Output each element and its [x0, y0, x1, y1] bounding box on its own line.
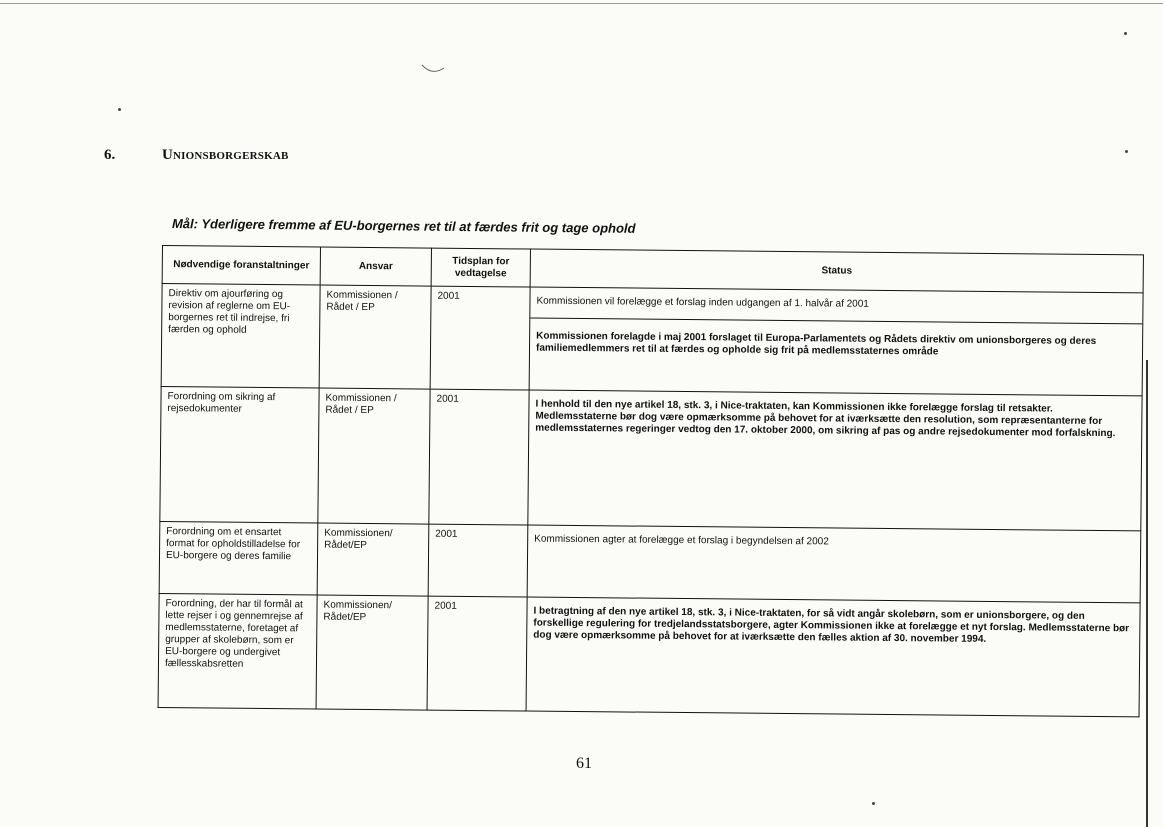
table-row [161, 284, 1143, 397]
section-title: Unionsborgerskab [162, 147, 289, 163]
status-cell [527, 525, 1141, 603]
page-number: 61 [576, 755, 592, 772]
scan-right-edge-line [1146, 360, 1148, 827]
status-cell [528, 390, 1142, 530]
measure-cell: Forordning, der har til formål at lette rejser i og gennemrejse af medlemsstaterne, foretaget af grupper af skolebørn, som er EU-borgere og undergivet fællesskabsretten [158, 594, 317, 709]
status-text: Kommissionen forelagde i maj 2001 forslaget til Europa-Parlamentets og Rådets direktiv om unionsborgeres og deres familiemedlemmers ret til at færdes og opholde sig frit på medlemsstaternes område [530, 318, 1142, 361]
status-text: I betragtning af den nye artikel 18, stk. 3, i Nice-traktaten, for så vidt angår skolebørn, som er unionsborgere, og den forskellige regulering for tredjelandsstatsborgere, agter Kommissionen ikke at forelægge et nyt forslag. Medlemsstaterne bør dog være opmærksomme på behovet for at iværksætte den fælles aktion af 30. november 1994. [533, 605, 1130, 646]
timetable-cell: 2001 [429, 389, 529, 524]
timetable-cell: 2001 [428, 524, 528, 597]
scan-speck [118, 108, 121, 111]
table-row [158, 594, 1140, 717]
timetable-cell: 2001 [427, 596, 527, 711]
header-measures: Nødvendige foranstaltninger [162, 246, 320, 286]
header-timetable: Tidsplan for vedtagelse [431, 248, 530, 287]
status-cell [526, 597, 1140, 717]
scan-speck [1124, 32, 1127, 35]
goal-heading: Mål: Yderligere fremme af EU-borgernes ret til at færdes frit og tage ophold [171, 216, 636, 236]
scan-speck [872, 802, 875, 805]
section-number: 6. [104, 147, 116, 163]
status-cell [529, 287, 1143, 396]
status-text: Kommissionen vil forelægge et forslag inden udgangen af 1. halvår af 2001 [536, 295, 869, 310]
status-text: Kommissionen agter at forelægge et forslag i begyndelsen af 2002 [534, 533, 829, 548]
scan-mark [420, 62, 446, 76]
responsible-cell: Kommissionen/ Rådet/EP [316, 595, 428, 710]
header-status: Status [530, 249, 1143, 293]
responsible-cell: Kommissionen/ Rådet/EP [317, 523, 429, 596]
responsible-cell: Kommissionen / Rådet / EP [319, 285, 431, 389]
responsible-cell: Kommissionen / Rådet / EP [318, 388, 430, 523]
header-responsible: Ansvar [320, 247, 431, 286]
status-text: I henhold til den nye artikel 18, stk. 3, i Nice-traktaten, kan Kommissionen ikke forelægge forslag til retsakter. Medlemsstaterne bør dog være opmærksomme på behovet for at iværksætte den resolution, som repræsentanterne for medlemsstaternes regeringer vedtog den 17. oktober 2000, om sikring af pas og andre rejsedokumenter mod forfalskning. [535, 398, 1116, 440]
action-table [158, 245, 1144, 717]
scan-top-edge-line [0, 3, 1163, 4]
scan-speck [1125, 150, 1128, 153]
table-row [160, 387, 1142, 531]
table-row [159, 521, 1141, 603]
measure-cell: Forordning om et ensartet format for opholdstilladelse for EU-borgere og deres familie [159, 521, 318, 595]
timetable-cell: 2001 [430, 286, 530, 390]
measure-cell: Forordning om sikring af rejsedokumenter [160, 387, 319, 523]
measure-cell: Direktiv om ajourføring og revision af reglerne om EU-borgernes ret til indrejse, fri færden og ophold [161, 284, 320, 389]
